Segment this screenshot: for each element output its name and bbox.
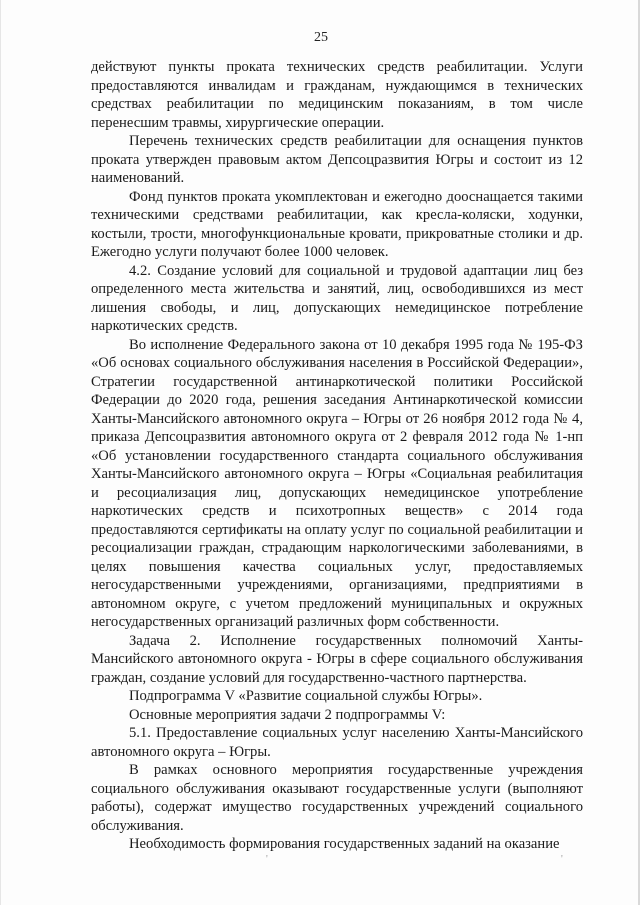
paragraph-3: Фонд пунктов проката укомплектован и ежегодно дооснащается такими техническими средствами реабилитации, как кресла-коляски, ходунки, костыли, трости, многофункциональные кровати, прикроватные столики и др. Ежегодно услуги получают более 1000 человек. [91,188,583,260]
paragraph-5: Во исполнение Федерального закона от 10 декабря 1995 года № 195-ФЗ «Об основах социального обслуживания населения в Российской Федерации», Стратегии государственной антинаркотической политики Российской Федерации до 2020 года, решения заседания Антинаркотической комиссии Ханты-Мансийского автономного округа – Югры от 26 ноября 2012 года № 4, приказа Депсоцразвития автономного округа от 2 февраля 2012 года № 1-нп «Об установлении государственного стандарта социального обслуживания Ханты-Мансийского автономного округа – Югры «Социальная реабилитация и ресоциализация лиц, допускающих немедицинское употребление наркотических средств и психотропных веществ» с 2014 года предоставляются сертификаты на оплату услуг по социальной реабилитации и ресоциализации граждан, страдающим наркологическими заболеваниями, в целях повышения качества социальных услуг, предоставляемых негосударственными учреждениями, организациями, предприятиями в автономном округе, с учетом предложений муниципальных и окружных негосударственных организаций различных форм собственности. [91,336,583,630]
paragraph-6: Задача 2. Исполнение государственных полномочий Ханты-Мансийского автономного округа - Югры в сфере социального обслуживания граждан, создание условий для государственно-частного партнерства. [91,632,583,686]
paragraph-4: 4.2. Создание условий для социальной и трудовой адаптации лиц без определенного места жительства и занятий, лиц, освободившихся из мест лишения свободы, и лиц, допускающих немедицинское потребление наркотических средств. [91,262,583,334]
document-body [91,58,583,854]
scan-mark-right: ' [561,854,563,865]
paragraph-1: действуют пункты проката технических средств реабилитации. Услуги предоставляются инвалидам и гражданам, нуждающимся в технических средствах реабилитации по медицинским показаниям, в том числе перенесшим травмы, хирургические операции. [91,59,583,131]
paragraph-10: В рамках основного мероприятия государственные учреждения социального обслуживания оказывают государственные услуги (выполняют работы), содержат имущество государственных учреждений социального обслуживания. [91,762,583,834]
scan-mark-left: ' [266,854,268,865]
paragraph-7: Подпрограмма V «Развитие социальной службы Югры». [129,688,483,704]
paragraph-2: Перечень технических средств реабилитации для оснащения пунктов проката утвержден правовым актом Депсоцразвития Югры и состоит из 12 наименований. [91,133,583,186]
page-number: 25 [314,30,328,45]
paragraph-8: Основные мероприятия задачи 2 подпрограммы V: [129,706,446,723]
paragraph-11: Необходимость формирования государственных заданий на оказание [129,836,560,852]
paragraph-9: 5.1. Предоставление социальных услуг населению Ханты-Мансийского автономного округа – Югры. [91,725,583,760]
